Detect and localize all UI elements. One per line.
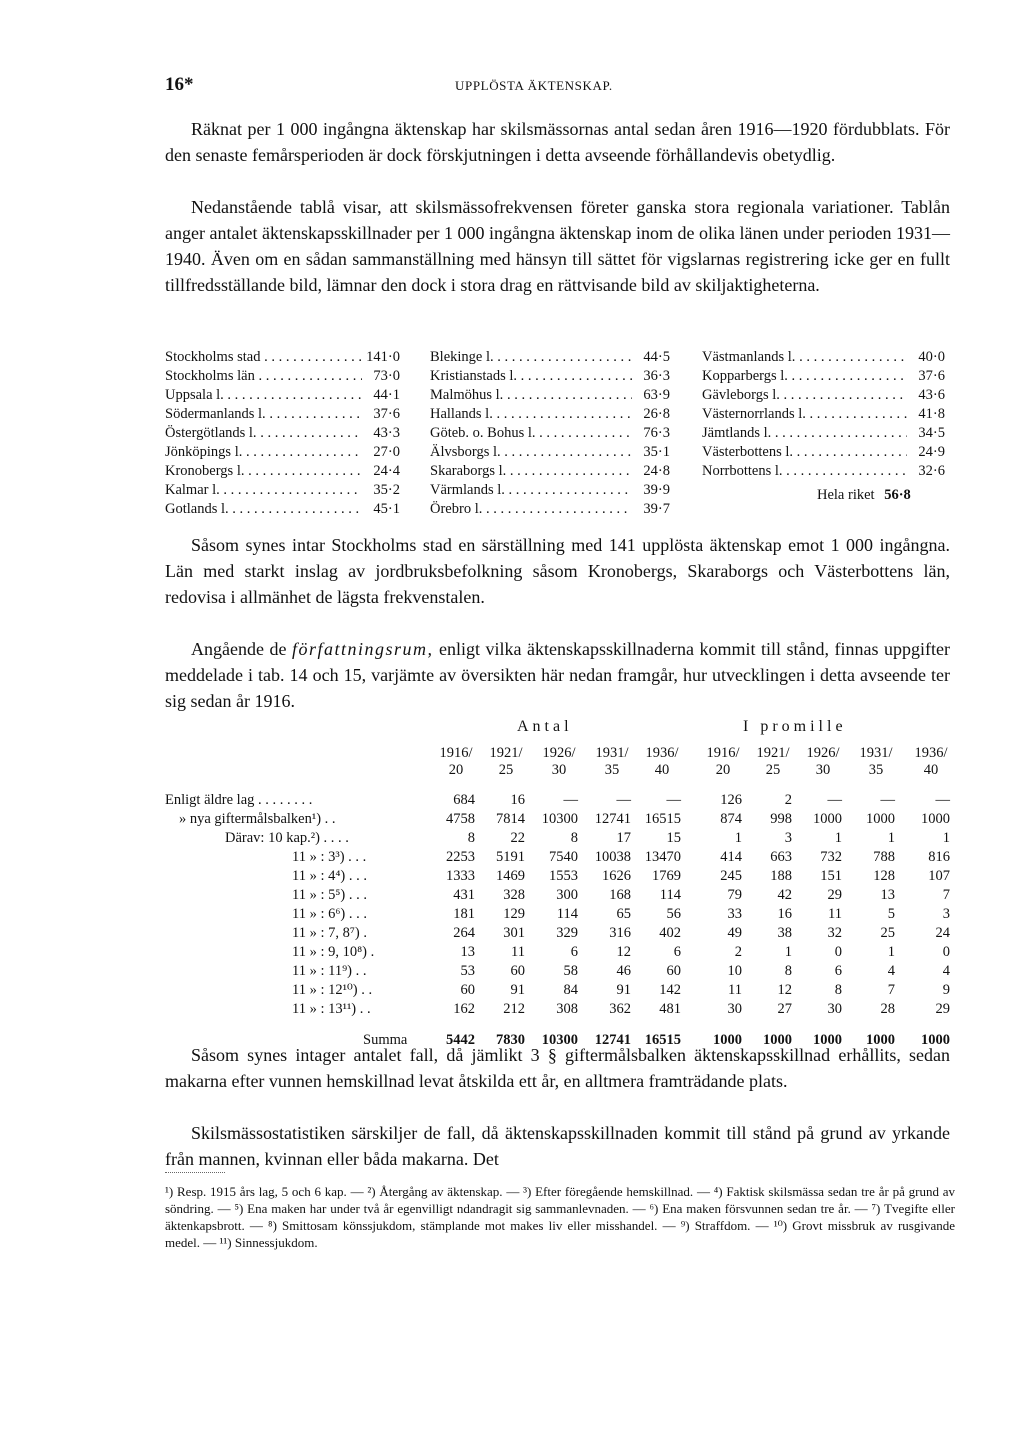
table-cell: 328 <box>503 887 525 903</box>
running-title: UPPLÖSTA ÄKTENSKAP. <box>455 78 613 93</box>
summa-cell: 12741 <box>594 1032 631 1048</box>
county-name: Kopparbergs l. . . . <box>702 367 907 386</box>
table-cell: 188 <box>770 868 792 884</box>
table-row-label: 11 » : 4⁴) . . . <box>292 868 367 884</box>
table-cell: 245 <box>720 868 742 884</box>
group-header-antal: Antal <box>517 718 573 735</box>
county-name: Västerbottens l. . . . <box>702 443 907 462</box>
county-row <box>702 443 945 462</box>
county-row <box>702 367 945 386</box>
table-cell: 5 <box>887 906 895 922</box>
county-value: 37·6 <box>373 406 400 422</box>
divorce-table <box>165 718 955 1048</box>
table-cell: 168 <box>609 887 631 903</box>
table-cell: 212 <box>503 1001 525 1017</box>
summa-cell: 7830 <box>496 1032 525 1048</box>
table-cell: 162 <box>453 1001 475 1017</box>
county-row <box>165 405 400 424</box>
table-cell: — <box>827 792 842 808</box>
table-row-label: 11 » : 3³) . . . <box>292 849 367 865</box>
table-cell: 0 <box>834 944 842 960</box>
county-value: 40·0 <box>918 349 945 365</box>
year-header-bottom: 40 <box>654 762 670 778</box>
county-name: Hallands l. . . . <box>430 405 632 424</box>
table-cell: 128 <box>873 868 895 884</box>
table-cell: 788 <box>873 849 895 865</box>
table-cell: 29 <box>827 887 842 903</box>
county-value: 34·5 <box>918 425 945 441</box>
table-cell: 329 <box>556 925 578 941</box>
table-cell: 5191 <box>496 849 525 865</box>
table-cell: 1000 <box>813 811 842 827</box>
county-value: 76·3 <box>643 425 670 441</box>
table-cell: 1 <box>942 830 950 846</box>
table-cell: — <box>880 792 895 808</box>
table-cell: 10300 <box>541 811 578 827</box>
table-cell: 25 <box>880 925 895 941</box>
table-cell: 663 <box>770 849 792 865</box>
county-row <box>430 386 670 405</box>
table-cell: 1626 <box>602 868 631 884</box>
county-row <box>702 424 945 443</box>
summa-label: Summa <box>363 1032 408 1048</box>
county-name: Kronobergs l. . . . <box>165 462 362 481</box>
table-cell: 874 <box>720 811 742 827</box>
table-row-label: 11 » : 13¹¹) . . <box>292 1001 371 1017</box>
year-header-top: 1936/ <box>645 745 679 761</box>
table-cell: 13470 <box>644 849 681 865</box>
hela-riket-value: 56·8 <box>884 487 911 503</box>
county-name: Malmöhus l. . . . <box>430 386 632 405</box>
county-row <box>702 405 945 424</box>
county-row <box>165 500 400 519</box>
table-cell: 15 <box>666 830 681 846</box>
table-cell: 16 <box>777 906 792 922</box>
year-header-bottom: 30 <box>815 762 831 778</box>
summa-cell: 1000 <box>866 1032 895 1048</box>
table-cell: 4 <box>887 963 895 979</box>
table-cell: 9 <box>942 982 950 998</box>
summa-cell: 16515 <box>644 1032 681 1048</box>
county-row <box>430 462 670 481</box>
paragraph-tabla: Nedanstående tablå visar, att skilsmässofrekvensen företer ganska stora regionala variationer. Tablån anger antalet äktenskapsskillnader per 1 000 ingångna äktenskap inom de olika länen under perioden 1931—1940. Även om en sådan sammanställning med hänsyn till sättet för vigslarnas registrering icke ger en fullt tillfredsställande bild, lämnar den dock i stora drag en rättvisande bild av skiljaktigheterna. <box>165 197 950 295</box>
summa-cell: 5442 <box>446 1032 475 1048</box>
table-cell: 300 <box>556 887 578 903</box>
table-row-label: 11 » : 12¹⁰) . . <box>292 982 373 998</box>
table-cell: 362 <box>609 1001 631 1017</box>
table-cell: 1469 <box>496 868 525 884</box>
table-cell: 6 <box>673 944 681 960</box>
table-cell: 7 <box>887 982 895 998</box>
paragraph-intro: Räknat per 1 000 ingångna äktenskap har skilsmässornas antal sedan åren 1916—1920 fördubblats. För den senaste femårsperioden är dock förskjutningen i detta avseende förhållandevis obetydlig. <box>165 119 950 165</box>
table-cell: 2 <box>734 944 742 960</box>
table-cell: 13 <box>880 887 895 903</box>
county-value: 35·2 <box>373 482 400 498</box>
county-name: Uppsala l. . . . <box>165 386 362 405</box>
table-row-label: 11 » : 5⁵) . . . <box>292 887 367 903</box>
table-cell: 414 <box>720 849 742 865</box>
table-cell: 151 <box>820 868 842 884</box>
county-row <box>165 386 400 405</box>
table-cell: 0 <box>942 944 950 960</box>
year-header-bottom: 25 <box>498 762 514 778</box>
paragraph-stockholm: Såsom synes intar Stockholms stad en särställning med 141 upplösta äktenskap emot 1 000 ingångna. Län med starkt inslag av jordbruksbefolkning såsom Kronobergs, Skaraborgs och Västerbottens län, redovisa i allmänhet de lägsta frekvenstalen. <box>165 535 950 607</box>
county-value: 37·6 <box>918 368 945 384</box>
county-column-1 <box>165 348 400 519</box>
table-cell: 30 <box>727 1001 742 1017</box>
table-cell: 1 <box>834 830 842 846</box>
table-cell: 181 <box>453 906 475 922</box>
county-row <box>430 405 670 424</box>
county-row <box>430 500 670 519</box>
county-value: 63·9 <box>643 387 670 403</box>
county-value: 43·6 <box>918 387 945 403</box>
table-cell: 129 <box>503 906 525 922</box>
year-header-top: 1916/ <box>706 745 740 761</box>
table-cell: 684 <box>453 792 475 808</box>
table-cell: 6 <box>834 963 842 979</box>
table-cell: 481 <box>659 1001 681 1017</box>
table-cell: 6 <box>570 944 578 960</box>
table-cell: 1 <box>887 944 895 960</box>
paragraph-forfattningsrum <box>165 636 950 714</box>
table-cell: 301 <box>503 925 525 941</box>
table-cell: 91 <box>510 982 525 998</box>
summa-cell: 1000 <box>921 1032 950 1048</box>
county-value: 43·3 <box>373 425 400 441</box>
county-column-3 <box>702 348 945 481</box>
county-value: 36·3 <box>643 368 670 384</box>
table-cell: 431 <box>453 887 475 903</box>
county-name: Skaraborgs l. . . . <box>430 462 632 481</box>
county-name: Göteb. o. Bohus l. . . . <box>430 424 632 443</box>
year-header-bottom: 25 <box>765 762 781 778</box>
county-name: Gotlands l. . . . <box>165 500 362 519</box>
county-name: Södermanlands l. . . . <box>165 405 362 424</box>
table-cell: — <box>935 792 950 808</box>
table-cell: 3 <box>784 830 792 846</box>
table-cell: 60 <box>666 963 681 979</box>
forfattning-emph: författningsrum, <box>291 639 434 659</box>
group-header-promille: I promille <box>743 718 847 735</box>
table-cell: 732 <box>820 849 842 865</box>
county-row <box>165 424 400 443</box>
table-cell: 13 <box>460 944 475 960</box>
table-cell: 8 <box>834 982 842 998</box>
table-cell: 91 <box>616 982 631 998</box>
table-cell: 16515 <box>644 811 681 827</box>
forfattning-before: Angående de <box>191 639 292 659</box>
county-row <box>430 481 670 500</box>
table-row-label: » nya giftermålsbalken¹) . . <box>179 811 336 827</box>
table-cell: 46 <box>616 963 631 979</box>
hela-riket-label: Hela riket <box>817 487 875 503</box>
year-header-top: 1936/ <box>914 745 948 761</box>
year-header-top: 1916/ <box>439 745 473 761</box>
table-row-label: Därav: 10 kap.²) . . . . <box>225 830 349 846</box>
county-row <box>702 462 945 481</box>
summa-cell: 1000 <box>763 1032 792 1048</box>
county-value: 73·0 <box>373 368 400 384</box>
county-name: Östergötlands l. . . . <box>165 424 362 443</box>
county-row <box>430 367 670 386</box>
year-header-bottom: 40 <box>923 762 939 778</box>
hela-riket <box>817 487 911 504</box>
county-name: Jämtlands l. . . . <box>702 424 907 443</box>
year-header-bottom: 20 <box>448 762 464 778</box>
table-cell: 3 <box>942 906 950 922</box>
year-header-bottom: 20 <box>715 762 731 778</box>
year-header-bottom: 35 <box>604 762 620 778</box>
county-name: Västernorrlands l. . . . <box>702 405 907 424</box>
table-cell: 107 <box>928 868 950 884</box>
table-cell: 32 <box>827 925 842 941</box>
county-value: 39·9 <box>643 482 670 498</box>
county-value: 24·9 <box>918 444 945 460</box>
table-cell: 60 <box>460 982 475 998</box>
county-name: Stockholms län . . . <box>165 367 362 386</box>
year-header-bottom: 30 <box>551 762 567 778</box>
table-cell: 28 <box>880 1001 895 1017</box>
county-name: Västmanlands l. . . . <box>702 348 907 367</box>
table-cell: 79 <box>727 887 742 903</box>
county-value: 24·8 <box>643 463 670 479</box>
table-cell: 316 <box>609 925 631 941</box>
county-value: 141·0 <box>366 349 400 365</box>
table-cell: 12 <box>616 944 631 960</box>
county-row <box>702 386 945 405</box>
county-value: 44·1 <box>373 387 400 403</box>
table-cell: 1333 <box>446 868 475 884</box>
table-cell: 1 <box>887 830 895 846</box>
county-name: Örebro l. . . . <box>430 500 632 519</box>
year-header-top: 1926/ <box>806 745 840 761</box>
table-cell: 1 <box>734 830 742 846</box>
table-cell: 30 <box>827 1001 842 1017</box>
table-cell: 60 <box>510 963 525 979</box>
county-row <box>430 348 670 367</box>
table-cell: 42 <box>777 887 792 903</box>
table-cell: 10 <box>727 963 742 979</box>
table-cell: — <box>616 792 631 808</box>
table-cell: 264 <box>453 925 475 941</box>
table-cell: 402 <box>659 925 681 941</box>
table-cell: 53 <box>460 963 475 979</box>
table-cell: 17 <box>616 830 631 846</box>
table-row-label: Enligt äldre lag . . . . . . . . <box>165 792 313 808</box>
county-row <box>165 443 400 462</box>
table-row-label: 11 » : 9, 10⁸) . <box>292 944 375 960</box>
county-name: Norrbottens l. . . . <box>702 462 907 481</box>
table-cell: 24 <box>935 925 950 941</box>
county-name: Kalmar l. . . . <box>165 481 362 500</box>
table-cell: 27 <box>777 1001 792 1017</box>
year-header-top: 1921/ <box>756 745 790 761</box>
forfattning-after: enligt vilka äktenskapsskillnaderna kommit till stånd, finnas uppgifter meddelade i tab. 14 och 15, varjämte av översikten här nedan framgår, hur utvecklingen i detta avseende ter sig sedan år 1916. <box>165 639 950 711</box>
table-cell: 65 <box>616 906 631 922</box>
county-value: 44·5 <box>643 349 670 365</box>
table-row-label: 11 » : 7, 8⁷) . <box>292 925 367 941</box>
county-row <box>165 481 400 500</box>
table-cell: 7 <box>942 887 950 903</box>
table-cell: 56 <box>666 906 681 922</box>
table-cell: 33 <box>727 906 742 922</box>
table-cell: 22 <box>510 830 525 846</box>
table-cell: 1553 <box>549 868 578 884</box>
county-name: Kristianstads l. . . . <box>430 367 632 386</box>
year-header-top: 1931/ <box>595 745 629 761</box>
table-cell: 1000 <box>921 811 950 827</box>
table-cell: 49 <box>727 925 742 941</box>
county-value: 27·0 <box>373 444 400 460</box>
table-cell: 38 <box>777 925 792 941</box>
table-cell: 126 <box>720 792 742 808</box>
table-cell: — <box>563 792 578 808</box>
county-name: Gävleborgs l. . . . <box>702 386 907 405</box>
year-header-top: 1921/ <box>489 745 523 761</box>
table-cell: 58 <box>563 963 578 979</box>
page-header <box>165 74 950 98</box>
table-cell: 29 <box>935 1001 950 1017</box>
paragraph-giftermalsbalken: Såsom synes intager antalet fall, då jämlikt 3 § giftermålsbalken äktenskapsskillnad erhållits, sedan makarna efter vunnen hemskillnad levat åtskilda ett år, en alltmera framträdande plats. <box>165 1045 950 1091</box>
county-value: 26·8 <box>643 406 670 422</box>
table-row-label: 11 » : 6⁶) . . . <box>292 906 367 922</box>
table-cell: 1 <box>784 944 792 960</box>
county-row <box>165 348 400 367</box>
table-cell: 8 <box>570 830 578 846</box>
table-cell: 2253 <box>446 849 475 865</box>
table-cell: 12741 <box>594 811 631 827</box>
page-number: 16* <box>165 74 194 95</box>
table-cell: 1000 <box>866 811 895 827</box>
table-cell: 142 <box>659 982 681 998</box>
table-cell: 114 <box>659 887 681 903</box>
county-row <box>430 424 670 443</box>
table-cell: 10038 <box>594 849 631 865</box>
county-name: Stockholms stad . . . <box>165 348 362 367</box>
county-frequency-list <box>165 348 955 516</box>
table-cell: 16 <box>510 792 525 808</box>
county-column-2 <box>430 348 670 519</box>
table-cell: 7540 <box>549 849 578 865</box>
table-cell: 308 <box>556 1001 578 1017</box>
table-cell: 7814 <box>496 811 525 827</box>
year-header-top: 1926/ <box>542 745 576 761</box>
county-value: 35·1 <box>643 444 670 460</box>
paragraph-statistik: Skilsmässostatistiken särskiljer de fall, då äktenskapsskillnaden kommit till stånd på grund av yrkande från mannen, kvinnan eller båda makarna. Det <box>165 1123 950 1169</box>
county-row <box>165 462 400 481</box>
table-cell: 8 <box>467 830 475 846</box>
county-value: 39·7 <box>643 501 670 517</box>
table-cell: 816 <box>928 849 950 865</box>
summa-cell: 1000 <box>713 1032 742 1048</box>
table-row-label: 11 » : 11⁹) . . <box>292 963 367 979</box>
county-row <box>165 367 400 386</box>
year-header-top: 1931/ <box>859 745 893 761</box>
summa-cell: 1000 <box>813 1032 842 1048</box>
table-cell: 8 <box>784 963 792 979</box>
table-cell: 84 <box>563 982 578 998</box>
county-name: Värmlands l. . . . <box>430 481 632 500</box>
table-cell: 11 <box>728 982 742 998</box>
table-cell: — <box>666 792 681 808</box>
county-row <box>702 348 945 367</box>
table-cell: 998 <box>770 811 792 827</box>
county-value: 41·8 <box>918 406 945 422</box>
county-row <box>430 443 670 462</box>
table-cell: 11 <box>828 906 842 922</box>
summa-cell: 10300 <box>541 1032 578 1048</box>
county-name: Blekinge l. . . . <box>430 348 632 367</box>
table-cell: 2 <box>784 792 792 808</box>
footnotes: ¹) Resp. 1915 års lag, 5 och 6 kap. — ²) Återgång av äktenskap. — ³) Efter föregående hemskillnad. — ⁴) Faktisk skilsmässa sedan tre år på grund av söndring. — ⁵) Ena maken har under två år egenvilligt ndandragit sig sammanlevnaden. — ⁶) Ena maken försvunnen sedan tre år. — ⁷) Tvegifte eller äktenkapsbrott. — ⁸) Smittosam könssjukdom, stämplande mot makes liv eller misshandel. — ⁹) Straffdom. — ¹⁰) Grovt missbruk av rusgivande medel. — ¹¹) Sinnessjukdom. <box>165 1184 955 1250</box>
county-name: Jönköpings l. . . . <box>165 443 362 462</box>
table-cell: 11 <box>511 944 525 960</box>
table-cell: 4 <box>942 963 950 979</box>
county-name: Älvsborgs l. . . . <box>430 443 632 462</box>
table-cell: 114 <box>556 906 578 922</box>
county-value: 45·1 <box>373 501 400 517</box>
table-cell: 4758 <box>446 811 475 827</box>
footnote-separator <box>165 1172 225 1173</box>
year-header-bottom: 35 <box>868 762 884 778</box>
table-cell: 12 <box>777 982 792 998</box>
county-value: 24·4 <box>373 463 400 479</box>
county-value: 32·6 <box>918 463 945 479</box>
table-cell: 1769 <box>652 868 681 884</box>
